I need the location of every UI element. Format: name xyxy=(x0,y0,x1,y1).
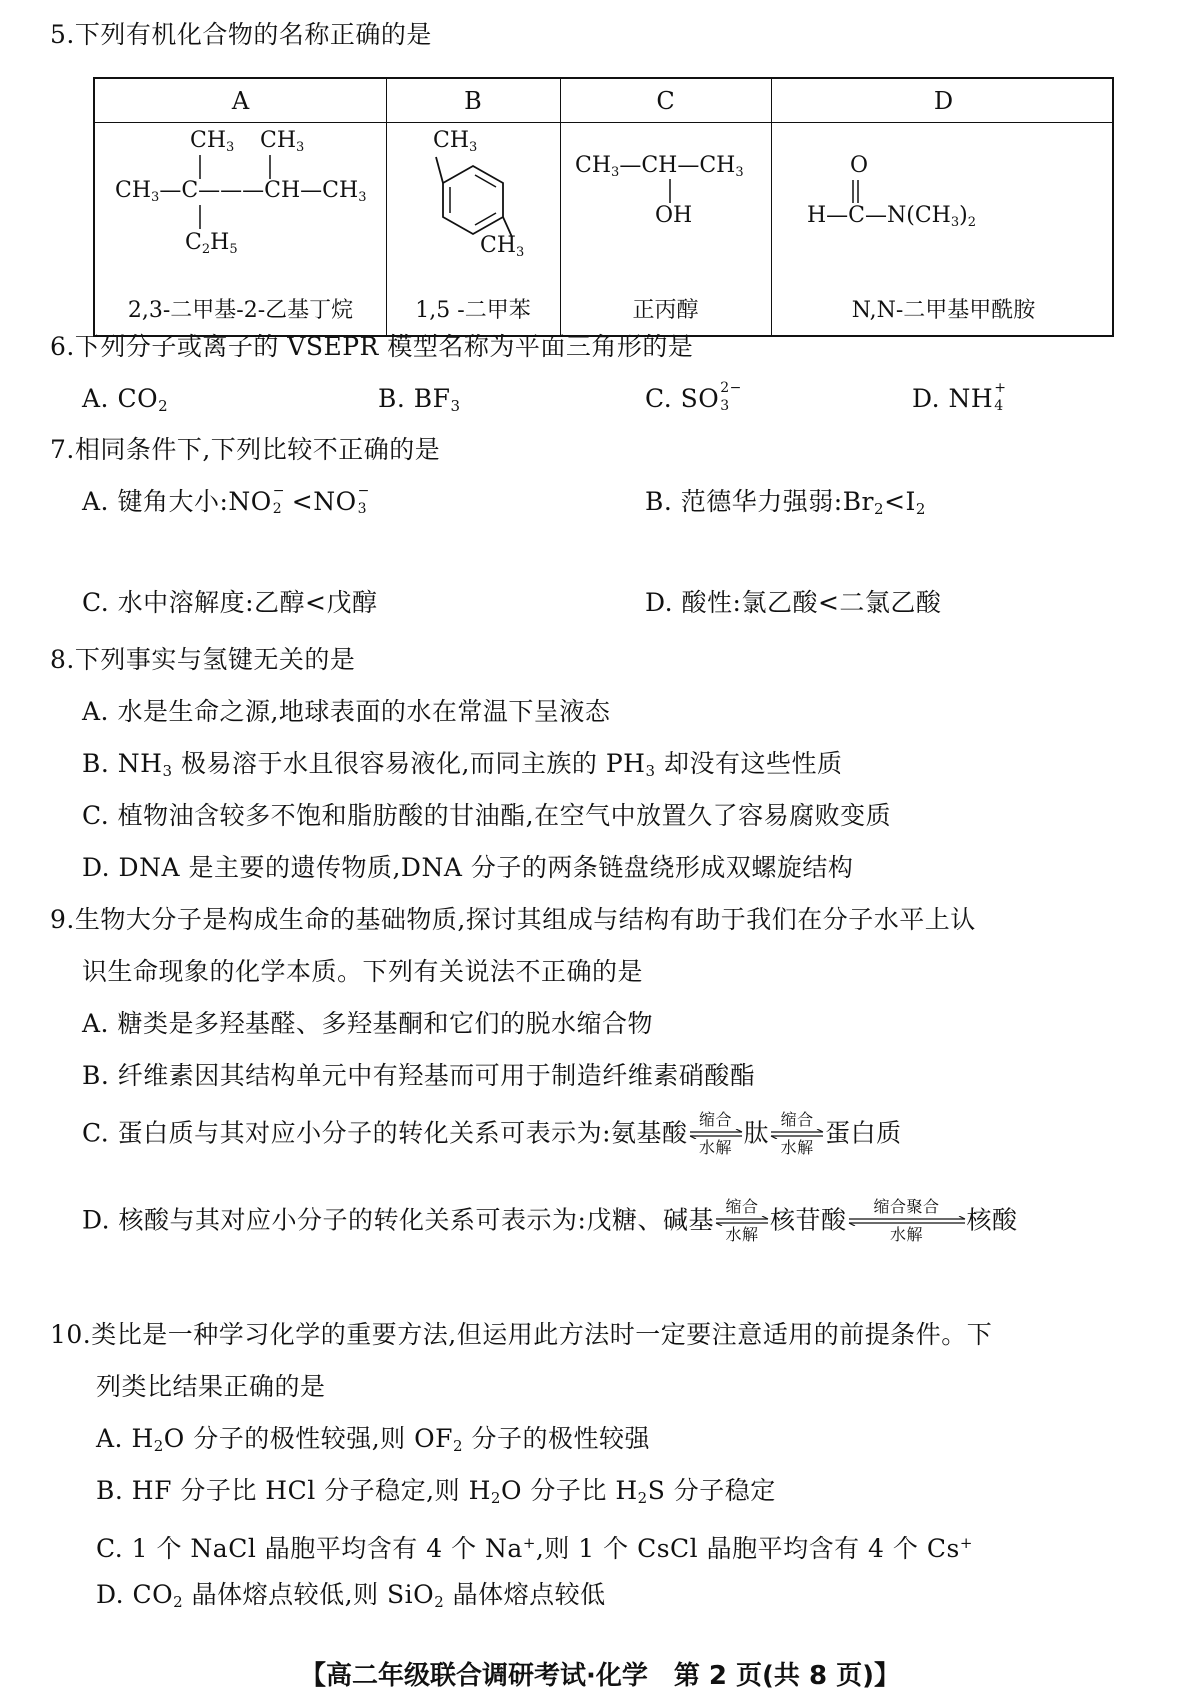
reversible-arrow-long: 缩合聚合 水解 xyxy=(847,1200,967,1244)
table-header-c: C xyxy=(656,87,675,115)
reversible-arrow: 缩合 水解 xyxy=(714,1200,770,1244)
q7-option-b: B. 范德华力强弱$:Br_2<I_2$ xyxy=(645,487,926,518)
caption-a: 2,3-二甲基-2-乙基丁烷 xyxy=(127,298,354,323)
q7-option-c: C. 水中溶解度:乙醇<戊醇 xyxy=(82,588,378,617)
q6-option-c: C. SO 2− 3 xyxy=(645,379,742,414)
table-header-b: B xyxy=(464,87,482,115)
q8-option-c: C. 植物油含较多不饱和脂肪酸的甘油酯,在空气中放置久了容易腐败变质 xyxy=(82,801,892,830)
page-footer: 【高二年级联合调研考试·化学 第 2 页(共 8 页)】 xyxy=(299,1661,901,1691)
q9-option-b: B. 纤维素因其结构单元中有羟基而可用于制造纤维素硝酸酯 xyxy=(82,1061,756,1090)
table-header-d: D xyxy=(933,87,954,115)
q8-option-d: D. DNA 是主要的遗传物质,DNA 分子的两条链盘绕形成双螺旋结构 xyxy=(82,853,854,882)
q5-stem: 5.下列有机化合物的名称正确的是 xyxy=(50,20,432,49)
q9-stem-line1: 9.生物大分子是构成生命的基础物质,探讨其组成与结构有助于我们在分子水平上认 xyxy=(50,905,976,934)
q7-stem: 7.相同条件下,下列比较不正确的是 xyxy=(50,435,441,464)
q10-option-d: D. $CO_2$ 晶体熔点较低,则 SiO$_2$ 晶体熔点较低 xyxy=(96,1580,606,1611)
q10-stem-line1: 10.类比是一种学习化学的重要方法,但运用此方法时一定要注意适用的前提条件。下 xyxy=(50,1320,993,1349)
q9-stem-line2: 识生命现象的化学本质。下列有关说法不正确的是 xyxy=(82,957,644,986)
reversible-arrow: 缩合 水解 xyxy=(769,1113,825,1157)
q6-option-a: A. $CO_2$ xyxy=(82,384,169,415)
q9-option-a: A. 糖类是多羟基醛、多羟基酮和它们的脱水缩合物 xyxy=(82,1009,653,1038)
q10-option-a: A. $H_2O$ 分子的极性较强,则 $OF_2$ 分子的极性较强 xyxy=(96,1424,650,1455)
reversible-arrow: 缩合 水解 xyxy=(688,1113,744,1157)
q9-option-d: D. 核酸与其对应小分子的转化关系可表示为:戊糖、碱基 缩合 水解 核苷酸 缩合聚合 水解 核酸 xyxy=(82,1197,1018,1244)
q10-stem-line2: 列类比结果正确的是 xyxy=(96,1372,326,1401)
q8-option-b: B. $NH_3$ 极易溶于水且很容易液化,而同主族的 $PH_3$ 却没有这些性质 xyxy=(82,749,843,780)
caption-b: 1,5 -二甲苯 xyxy=(415,298,531,323)
table-header-a: A xyxy=(231,87,250,115)
q5-structure-table: A B C D $CH_3$ $CH_3$ $CH_3—C———CH—CH_3$ $C_2H_5$ 2,3-二甲基-2-乙基丁烷 $CH_3$ $CH_3$ 1,5 -二甲苯 $CH_3—CH—CH_3$ OH 正丙醇 O $H—C—N(CH_3)_2$ N,N-二甲基甲酰胺 xyxy=(93,77,1114,337)
q10-option-b: B. HF 分子比 HCl 分子稳定,则 $H_2O$ 分子比 $H_2S$ 分子稳定 xyxy=(96,1476,776,1507)
q6-stem: 6.下列分子或离子的 VSEPR 模型名称为平面三角形的是 xyxy=(50,332,694,361)
q10-option-c: C. 1 个 NaCl 晶胞平均含有 4 个 Na+,则 1 个 CsCl 晶胞平均含有 4 个 Cs+ xyxy=(96,1534,973,1563)
q6-option-b: B. $BF_3$ xyxy=(378,384,461,415)
caption-d: N,N-二甲基甲酰胺 xyxy=(851,298,1036,323)
q7-option-a: A. 键角大小:NO − 2 <NO − 3 xyxy=(82,482,370,517)
caption-c: 正丙醇 xyxy=(632,298,699,323)
q8-stem: 8.下列事实与氢键无关的是 xyxy=(50,645,356,674)
q6-option-d: D. NH + 4 xyxy=(912,379,1007,414)
q7-option-d: D. 酸性:氯乙酸<二氯乙酸 xyxy=(645,588,942,617)
q8-option-a: A. 水是生命之源,地球表面的水在常温下呈液态 xyxy=(82,697,611,726)
q9-option-c: C. 蛋白质与其对应小分子的转化关系可表示为:氨基酸 缩合 水解 肽 缩合 水解 蛋白质 xyxy=(82,1110,902,1157)
